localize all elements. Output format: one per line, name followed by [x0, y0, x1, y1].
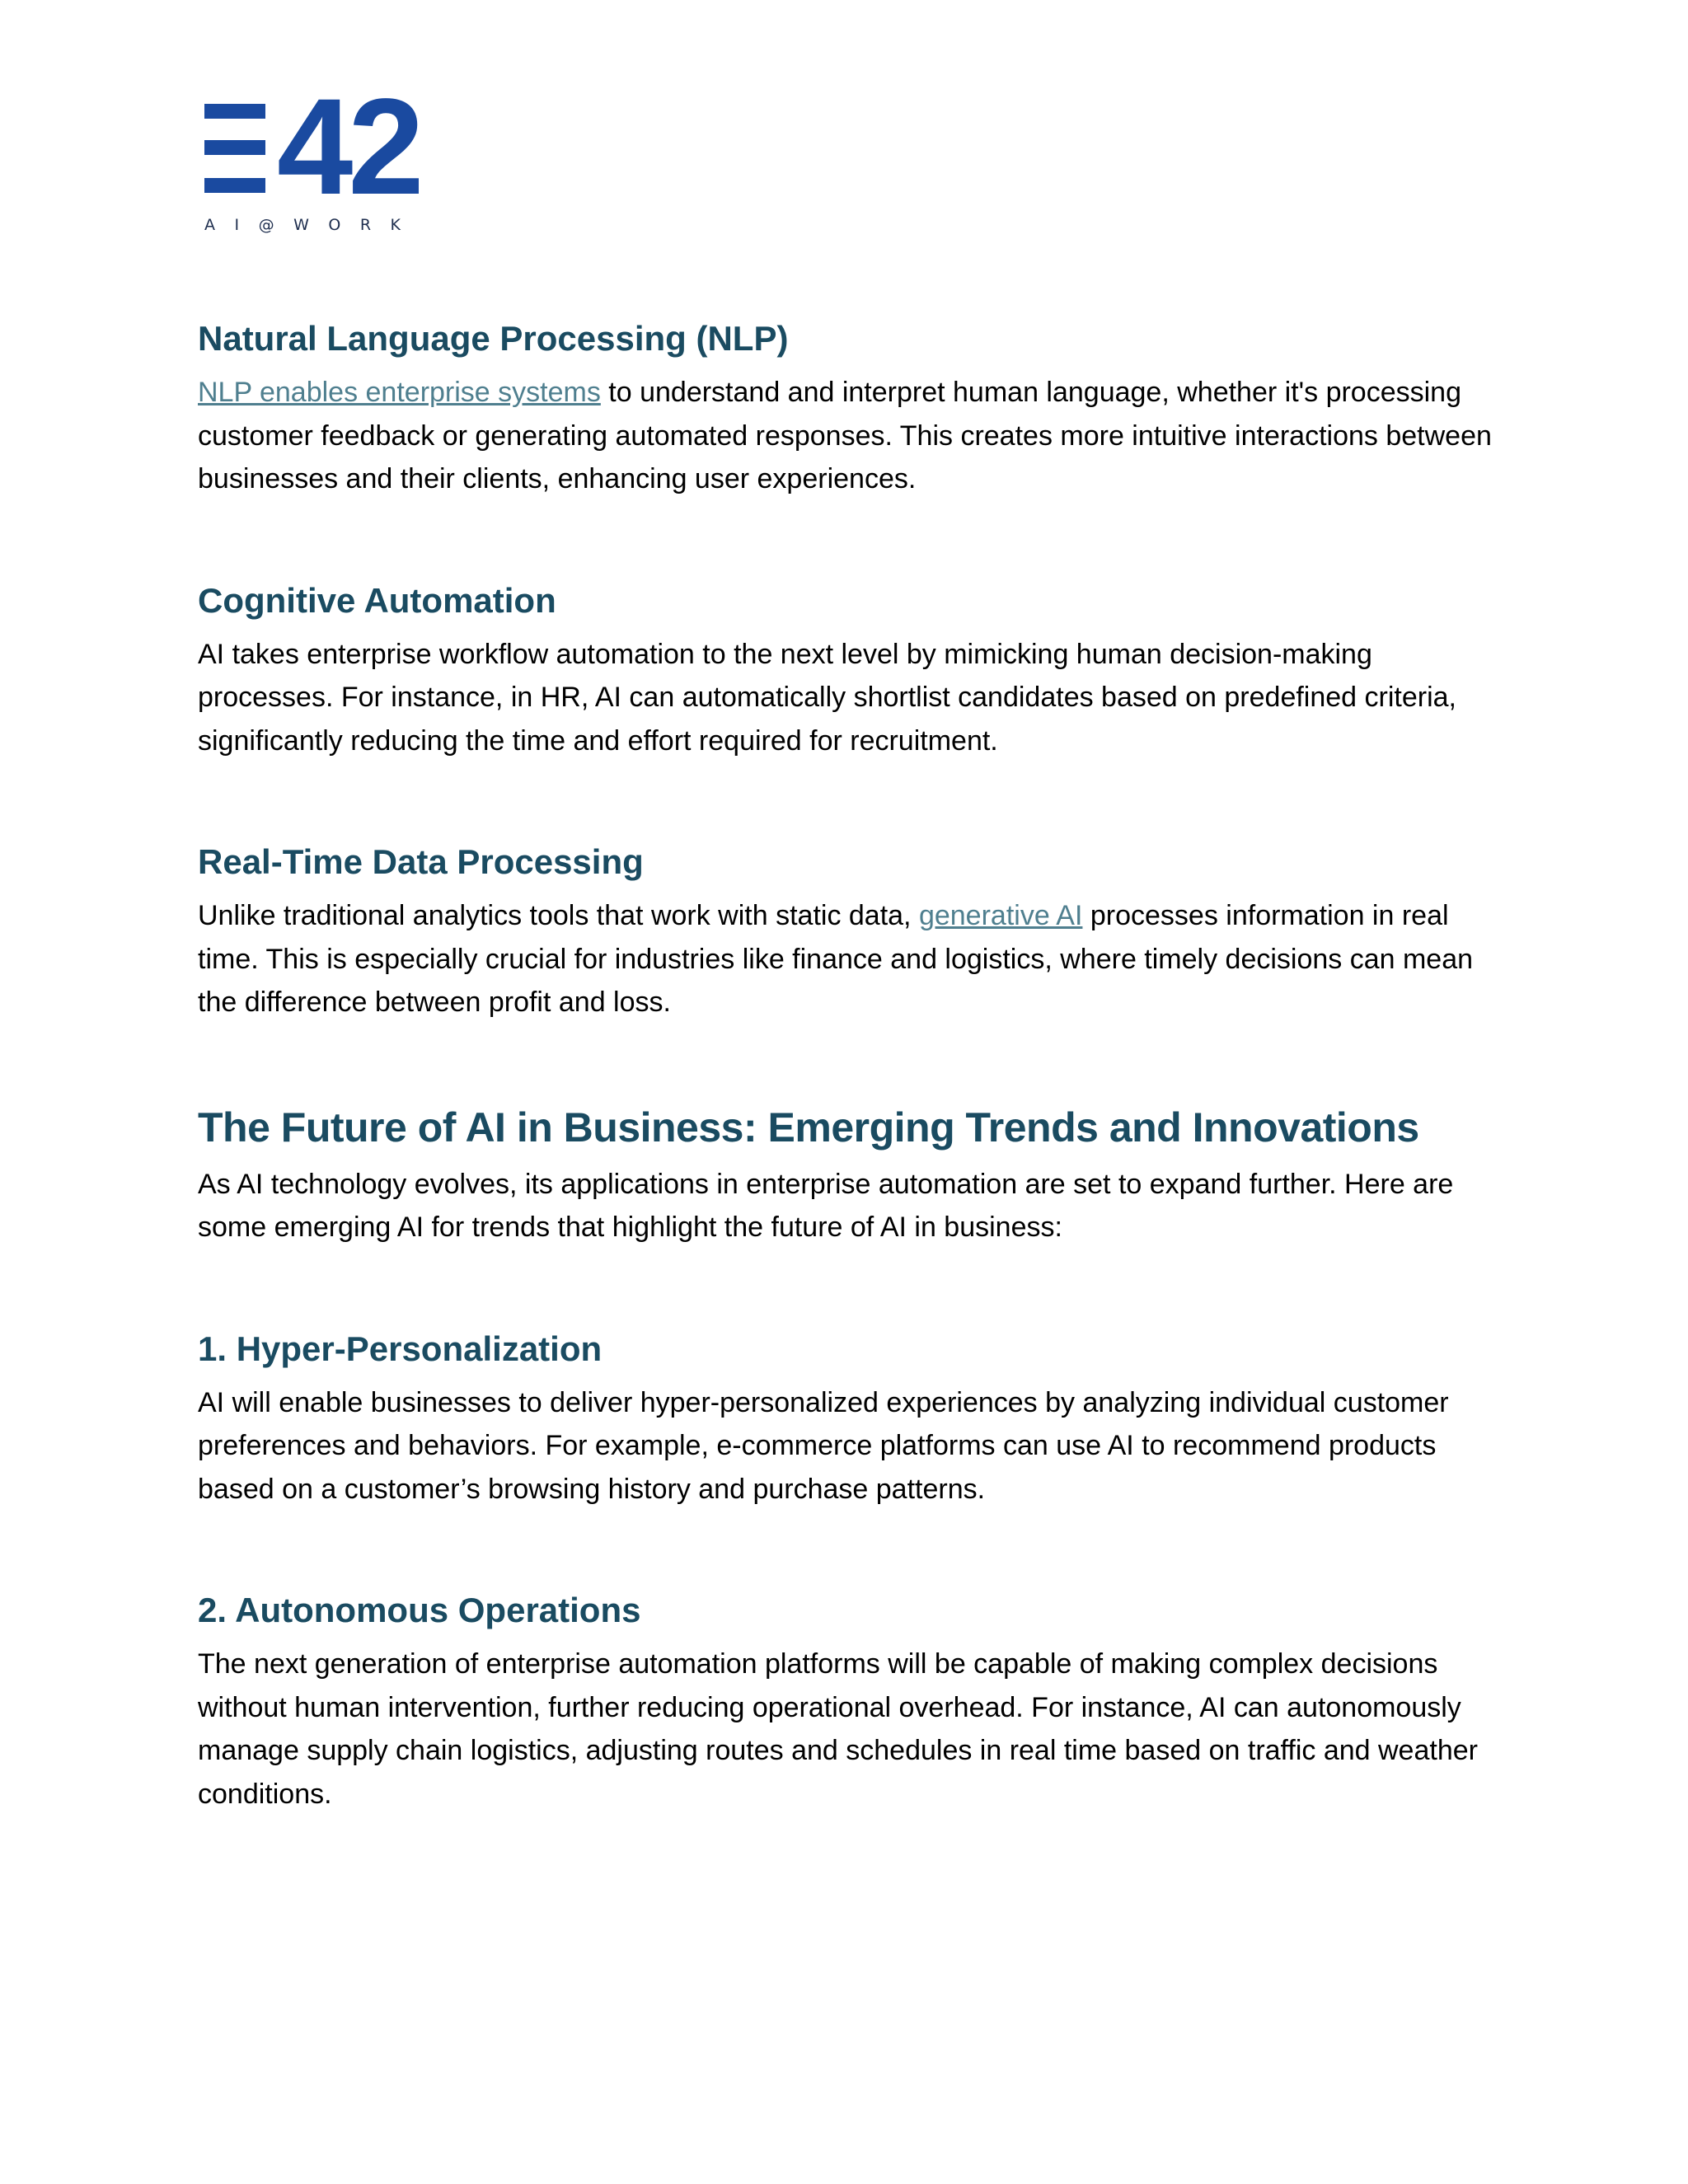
logo-number: 42 [277, 71, 420, 223]
logo-e-mark [204, 104, 265, 193]
section-heading-nlp: Natural Language Processing (NLP) [198, 319, 789, 358]
section-paragraph-future: As AI technology evolves, its applications in enterprise automation are set to expand further. Here are some emerging AI for trends that highlight the future of AI in business: [198, 1168, 1454, 1243]
section-paragraph-nlp [198, 371, 1500, 501]
nlp-paragraph-text: to understand and interpret human language, whether it's processing customer feedback or generating automated responses. This creates more intuitive interactions between businesses and their clients, enhancing user experiences. [198, 377, 1492, 494]
generative-ai-link[interactable]: generative AI [918, 900, 1083, 931]
section-heading-cognitive: Cognitive Automation [198, 580, 556, 620]
document-body [198, 313, 1500, 1816]
logo-tagline: AI@WORK [204, 216, 420, 234]
nlp-link[interactable]: NLP enables enterprise systems [198, 377, 601, 408]
section-heading-future: The Future of AI in Business: Emerging Trends and Innovations [198, 1104, 1419, 1151]
e42-logo [204, 71, 427, 241]
section-paragraph-cognitive: AI takes enterprise workflow automation to the next level by mimicking human decision-making processes. For instance, in HR, AI can automatically shortlist candidates based on predefined criteria, significantly reducing the time and effort required for recruitment. [198, 638, 1456, 757]
section-paragraph-autonomous: The next generation of enterprise automation platforms will be capable of making complex decisions without human intervention, further reducing operational overhead. For instance, AI can autonomously manage supply chain logistics, adjusting routes and schedules in real time based on traffic and weather conditions. [198, 1648, 1478, 1810]
section-heading-realtime: Real-Time Data Processing [198, 842, 644, 881]
section-heading-hyper-personalization: 1. Hyper-Personalization [198, 1329, 603, 1368]
section-paragraph-realtime [198, 894, 1500, 1024]
realtime-paragraph-end: processes information in real time. This is especially crucial for industries like finance and logistics, where timely decisions can mean the difference between profit and loss. [198, 900, 1474, 1018]
realtime-paragraph-start: Unlike traditional analytics tools that work with static data, [198, 900, 919, 931]
section-paragraph-hyper-personalization: AI will enable businesses to deliver hyper-personalized experiences by analyzing individual customer preferences and behaviors. For example, e-commerce platforms can use AI to recommend products based on a customer’s browsing history and purchase patterns. [198, 1386, 1449, 1505]
section-heading-autonomous: 2. Autonomous Operations [198, 1591, 641, 1629]
